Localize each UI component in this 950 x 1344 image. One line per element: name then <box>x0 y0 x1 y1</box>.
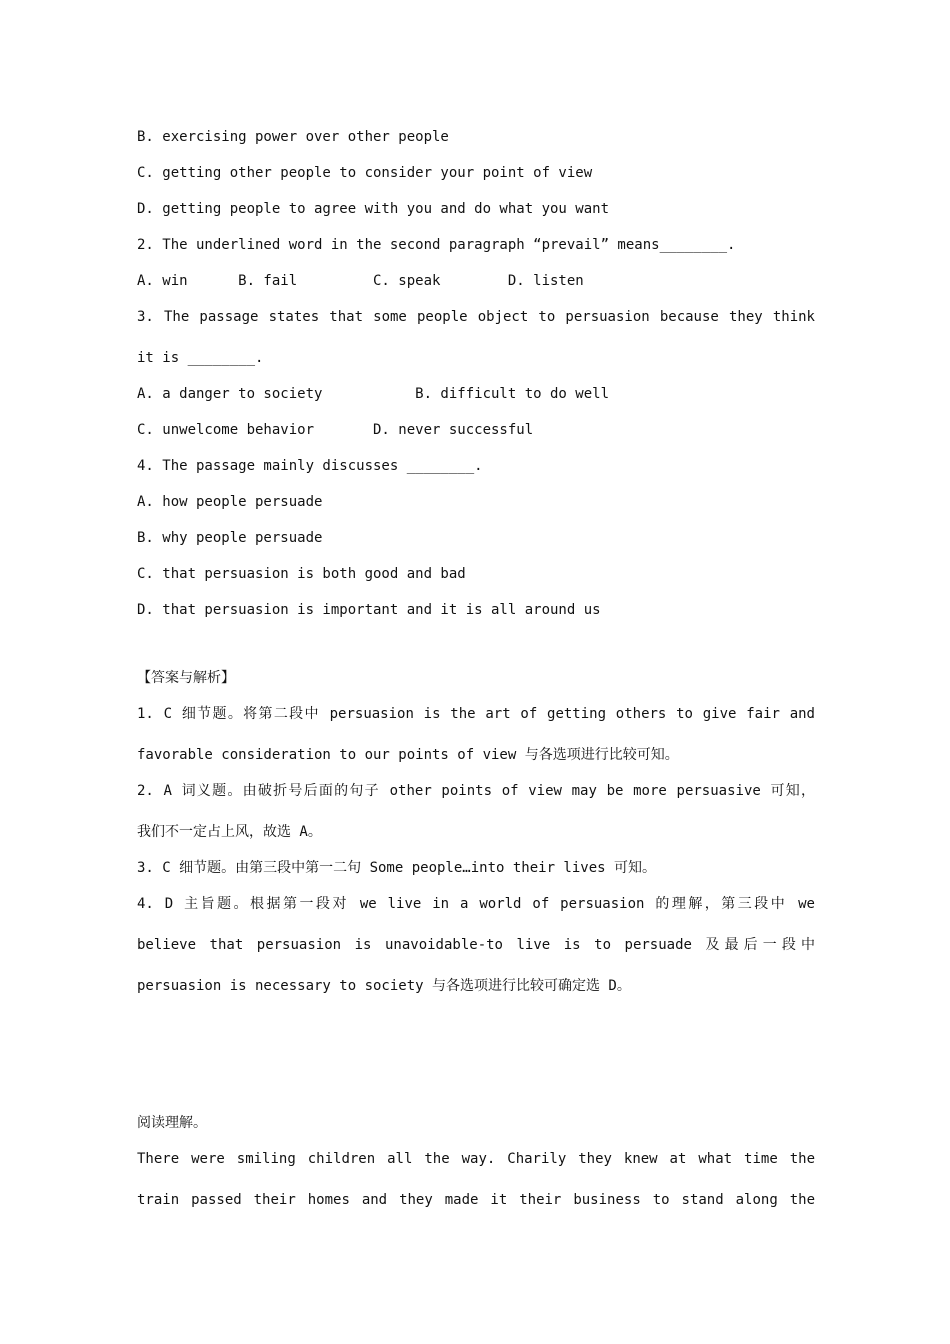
answer-3: 3. C 细节题。由第三段中第一二句 Some people…into their lives 可知。 <box>137 860 657 876</box>
answer-4-line2: believe that persuasion is unavoidable-to live is to persuade 及最后一段中 <box>137 937 815 953</box>
q3-options-row1: A. a danger to society B. difficult to do well <box>137 386 610 402</box>
q3-options-row2: C. unwelcome behavior D. never successful <box>137 422 534 438</box>
answer-1-line1: 1. C 细节题。将第二段中 persuasion is the art of getting others to give fair and <box>137 706 815 722</box>
answer-2-line1: 2. A 词义题。由破折号后面的句子 other points of view may be more persuasive 可知， <box>137 783 815 799</box>
reading-heading: 阅读理解。 <box>137 1115 207 1131</box>
answers-heading: 【答案与解析】 <box>137 670 235 686</box>
q1-option-c: C. getting other people to consider your point of view <box>137 165 593 181</box>
q4-option-b: B. why people persuade <box>137 530 323 546</box>
answer-4-line1: 4. D 主旨题。根据第一段对 we live in a world of persuasion 的理解，第三段中 we <box>137 896 815 912</box>
q4-option-c: C. that persuasion is both good and bad <box>137 566 466 582</box>
q4-stem: 4. The passage mainly discusses ________. <box>137 458 483 474</box>
q1-option-b: B. exercising power over other people <box>137 129 449 145</box>
q2-stem: 2. The underlined word in the second paragraph “prevail” means________. <box>137 237 736 253</box>
q4-option-d: D. that persuasion is important and it is all around us <box>137 602 601 618</box>
reading-line2: train passed their homes and they made it their business to stand along the <box>137 1192 815 1208</box>
answer-1-line2: favorable consideration to our points of view 与各选项进行比较可知。 <box>137 747 679 763</box>
answer-4-line3: persuasion is necessary to society 与各选项进行比较可确定选 D。 <box>137 978 631 994</box>
q1-option-d: D. getting people to agree with you and do what you want <box>137 201 610 217</box>
q4-option-a: A. how people persuade <box>137 494 323 510</box>
q3-stem-line2: it is ________. <box>137 350 264 366</box>
reading-line1: There were smiling children all the way. Charily they knew at what time the <box>137 1151 815 1167</box>
q3-stem-line1: 3. The passage states that some people object to persuasion because they think <box>137 309 815 325</box>
answer-2-line2: 我们不一定占上风，故选 A。 <box>137 824 322 840</box>
q2-options: A. win B. fail C. speak D. listen <box>137 273 584 289</box>
